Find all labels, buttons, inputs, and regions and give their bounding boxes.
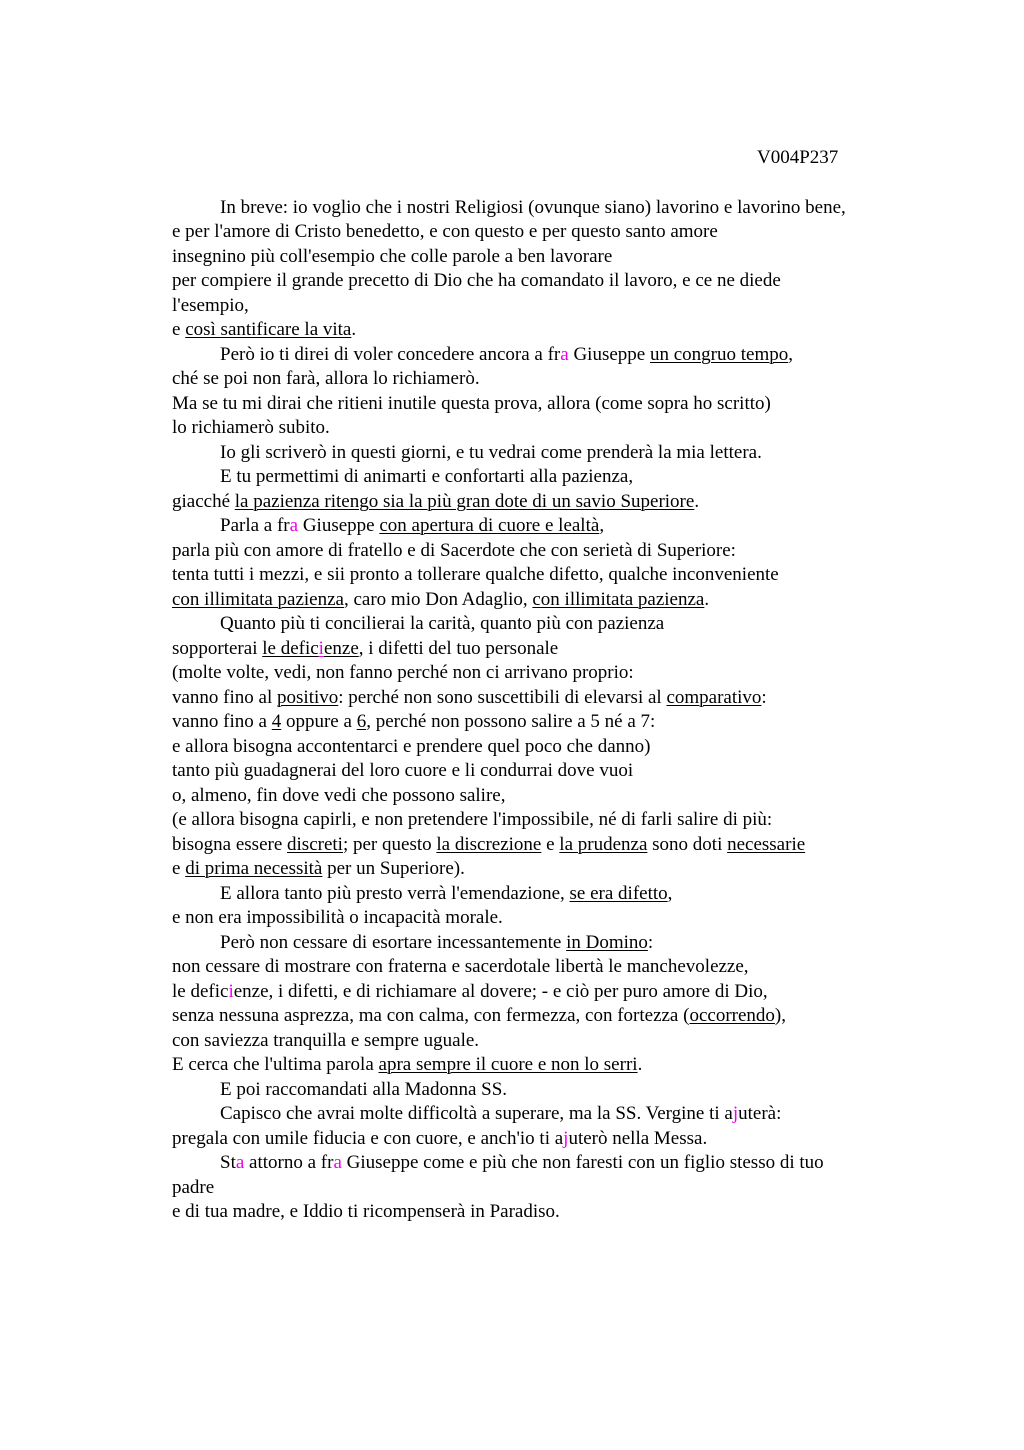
text-segment: , xyxy=(599,515,605,536)
letter-body xyxy=(172,196,932,1225)
text-line xyxy=(172,588,932,613)
text-line xyxy=(172,416,932,441)
text-segment: : xyxy=(647,931,654,953)
highlighted-letter: a xyxy=(235,1152,245,1173)
text-segment: l'esempio, xyxy=(172,294,249,316)
text-line xyxy=(172,465,932,490)
text-line xyxy=(172,269,932,294)
text-segment: e non era impossibilità o incapacità morale. xyxy=(172,907,503,928)
text-segment: sopporterai xyxy=(172,637,263,659)
text-segment: : perché non sono suscettibili di elevarsi al xyxy=(338,686,667,708)
text-segment: uterò nella Messa. xyxy=(568,1127,708,1149)
text-segment: (molte volte, vedi, non fanno perché non ci arrivano proprio: xyxy=(172,662,634,683)
text-segment: sono doti xyxy=(647,833,728,855)
text-segment: Ma se tu mi dirai che ritieni inutile questa prova, allora (come sopra ho scritto) xyxy=(172,392,771,414)
text-segment: per un Superiore). xyxy=(322,858,465,879)
text-line xyxy=(172,1078,932,1103)
underlined-text: un congruo tempo xyxy=(649,343,789,365)
text-line xyxy=(172,367,932,392)
underlined-text: 6 xyxy=(356,711,367,732)
underlined-text: con illimitata pazienza xyxy=(532,588,705,610)
highlighted-letter: j xyxy=(732,1103,739,1124)
text-line xyxy=(172,808,932,833)
text-segment: , perché non possono salire a 5 né a 7: xyxy=(366,711,656,732)
text-segment: In breve: io voglio che i nostri Religiosi (ovunque siano) lavorino e lavorino bene, xyxy=(220,196,846,218)
text-segment: , caro mio Don Adaglio, xyxy=(343,588,533,610)
text-segment: Giuseppe come e più che non faresti con un figlio stesso di tuo xyxy=(341,1152,824,1173)
text-segment: Io gli scriverò in questi giorni, e tu vedrai come prenderà la mia lettera. xyxy=(220,441,762,463)
text-segment: Però non cessare di esortare incessantemente xyxy=(220,931,567,953)
highlighted-letter: a xyxy=(333,1152,342,1173)
text-segment: bisogna essere xyxy=(172,833,288,855)
highlighted-letter: a xyxy=(289,515,299,536)
text-line xyxy=(172,857,932,882)
text-segment: oppure a xyxy=(281,711,357,732)
text-segment: vanno fino a xyxy=(172,711,272,732)
text-segment: ; per questo xyxy=(342,833,437,855)
text-segment: . xyxy=(694,490,700,512)
text-line xyxy=(172,784,932,809)
text-segment: Capisco che avrai molte difficoltà a superare, ma la SS. Vergine ti a xyxy=(220,1103,733,1124)
text-segment: per compiere il grande precetto di Dio che ha comandato il lavoro, e ce ne diede xyxy=(172,270,781,291)
text-segment: e di tua madre, e Iddio ti ricompenserà in Paradiso. xyxy=(172,1201,560,1222)
text-line xyxy=(172,294,932,319)
text-line xyxy=(172,1029,932,1054)
text-segment: padre xyxy=(172,1176,215,1198)
text-line xyxy=(172,220,932,245)
text-line xyxy=(172,1200,932,1225)
text-line xyxy=(172,539,932,564)
text-line xyxy=(172,1053,932,1078)
underlined-text: la discrezione xyxy=(436,833,542,855)
text-segment: le defic xyxy=(172,980,229,1002)
text-line xyxy=(172,514,932,539)
text-line xyxy=(172,343,932,368)
text-segment: Parla a fr xyxy=(220,515,290,536)
text-line xyxy=(172,1176,932,1201)
text-segment: insegnino più coll'esempio che colle parole a ben lavorare xyxy=(172,245,613,267)
text-line xyxy=(172,710,932,735)
text-line xyxy=(172,441,932,466)
text-line xyxy=(172,563,932,588)
text-line xyxy=(172,906,932,931)
underlined-text: se era difetto xyxy=(569,882,668,904)
underlined-highlighted-text: i xyxy=(318,637,324,659)
text-segment: Giuseppe xyxy=(568,343,650,365)
underlined-text: così santificare la vita xyxy=(185,319,352,340)
text-line xyxy=(172,612,932,637)
underlined-text: con illimitata pazienza xyxy=(172,588,344,610)
text-segment: enze, i difetti, e di richiamare al dovere; - e ciò per puro amore di Dio, xyxy=(233,980,768,1002)
highlighted-letter: i xyxy=(228,980,234,1002)
text-segment: . xyxy=(704,588,710,610)
text-segment: tenta tutti i mezzi, e sii pronto a tollerare qualche difetto, qualche inconveniente xyxy=(172,564,779,585)
text-segment: Però io ti direi di voler concedere ancora a fr xyxy=(220,343,561,365)
text-line xyxy=(172,661,932,686)
underlined-text: necessarie xyxy=(727,833,806,855)
text-segment: con saviezza tranquilla e sempre uguale. xyxy=(172,1029,480,1051)
text-segment: parla più con amore di fratello e di Sacerdote che con serietà di Superiore: xyxy=(172,539,736,561)
text-segment: St xyxy=(220,1152,236,1173)
text-segment: attorno a fr xyxy=(244,1152,334,1173)
text-segment: , xyxy=(667,882,673,904)
text-segment: e allora bisogna accontentarci e prendere quel poco che danno) xyxy=(172,735,651,757)
text-line xyxy=(172,490,932,515)
underlined-text: in Domino xyxy=(566,931,648,953)
text-line xyxy=(172,1102,932,1127)
text-segment: E allora tanto più presto verrà l'emendazione, xyxy=(220,882,570,904)
text-segment: E cerca che l'ultima parola xyxy=(172,1054,379,1075)
text-line xyxy=(172,882,932,907)
text-segment: lo richiamerò subito. xyxy=(172,417,330,438)
text-segment: ), xyxy=(774,1005,786,1026)
underlined-text: comparativo xyxy=(666,686,762,708)
text-line xyxy=(172,686,932,711)
text-segment: giacché xyxy=(172,490,235,512)
text-segment: pregala con umile fiducia e con cuore, e anch'io ti a xyxy=(172,1127,564,1149)
text-line xyxy=(172,637,932,662)
text-segment: . xyxy=(637,1054,643,1075)
text-segment: senza nessuna asprezza, ma con calma, con fermezza, con fortezza ( xyxy=(172,1005,690,1026)
text-segment: vanno fino al xyxy=(172,686,278,708)
highlighted-letter: a xyxy=(560,343,569,365)
text-line xyxy=(172,245,932,270)
text-segment: , xyxy=(788,343,793,365)
text-line xyxy=(172,196,932,221)
text-line xyxy=(172,980,932,1005)
text-line xyxy=(172,392,932,417)
underlined-text: di prima necessità xyxy=(185,858,323,879)
text-line xyxy=(172,318,932,343)
text-segment: : xyxy=(761,686,767,708)
underlined-text: la pazienza ritengo sia la più gran dote di un savio Superiore xyxy=(234,490,695,512)
text-segment: e xyxy=(172,858,186,879)
text-line xyxy=(172,833,932,858)
text-segment: e per l'amore di Cristo benedetto, e con questo e per questo santo amore xyxy=(172,221,718,242)
text-segment: . xyxy=(351,319,357,340)
text-line xyxy=(172,1151,932,1176)
text-segment: o, almeno, fin dove vedi che possono salire, xyxy=(172,784,506,806)
highlighted-letter: j xyxy=(563,1127,569,1149)
text-segment: uterà: xyxy=(738,1103,782,1124)
underlined-text: con apertura di cuore e lealtà xyxy=(379,515,600,536)
text-segment: e xyxy=(172,319,186,340)
text-line xyxy=(172,955,932,980)
text-segment: , i difetti del tuo personale xyxy=(358,637,559,659)
text-segment: non cessare di mostrare con fraterna e sacerdotale libertà le manchevolezze, xyxy=(172,956,749,977)
underlined-text: le defic xyxy=(262,637,319,659)
text-segment: (e allora bisogna capirli, e non pretendere l'impossibile, né di farli salire di più: xyxy=(172,809,773,830)
text-line xyxy=(172,1004,932,1029)
page-identifier: V004P237 xyxy=(757,147,839,168)
text-segment: Quanto più ti concilierai la carità, quanto più con pazienza xyxy=(220,613,665,634)
text-segment: e xyxy=(541,833,560,855)
text-line xyxy=(172,931,932,956)
text-segment: E poi raccomandati alla Madonna SS. xyxy=(220,1078,508,1100)
text-segment: E tu permettimi di animarti e confortarti alla pazienza, xyxy=(220,466,634,487)
underlined-text: apra sempre il cuore e non lo serri xyxy=(378,1054,638,1075)
text-line xyxy=(172,735,932,760)
underlined-text: 4 xyxy=(271,711,282,732)
underlined-text: enze xyxy=(323,637,359,659)
underlined-text: discreti xyxy=(287,833,343,855)
text-line xyxy=(172,1127,932,1152)
text-segment: ché se poi non farà, allora lo richiamerò. xyxy=(172,368,480,389)
underlined-text: la prudenza xyxy=(559,833,648,855)
text-line xyxy=(172,759,932,784)
underlined-text: occorrendo xyxy=(689,1005,775,1026)
underlined-text: positivo xyxy=(277,686,339,708)
text-segment: tanto più guadagnerai del loro cuore e li condurrai dove vuoi xyxy=(172,760,634,781)
text-segment: Giuseppe xyxy=(298,515,380,536)
